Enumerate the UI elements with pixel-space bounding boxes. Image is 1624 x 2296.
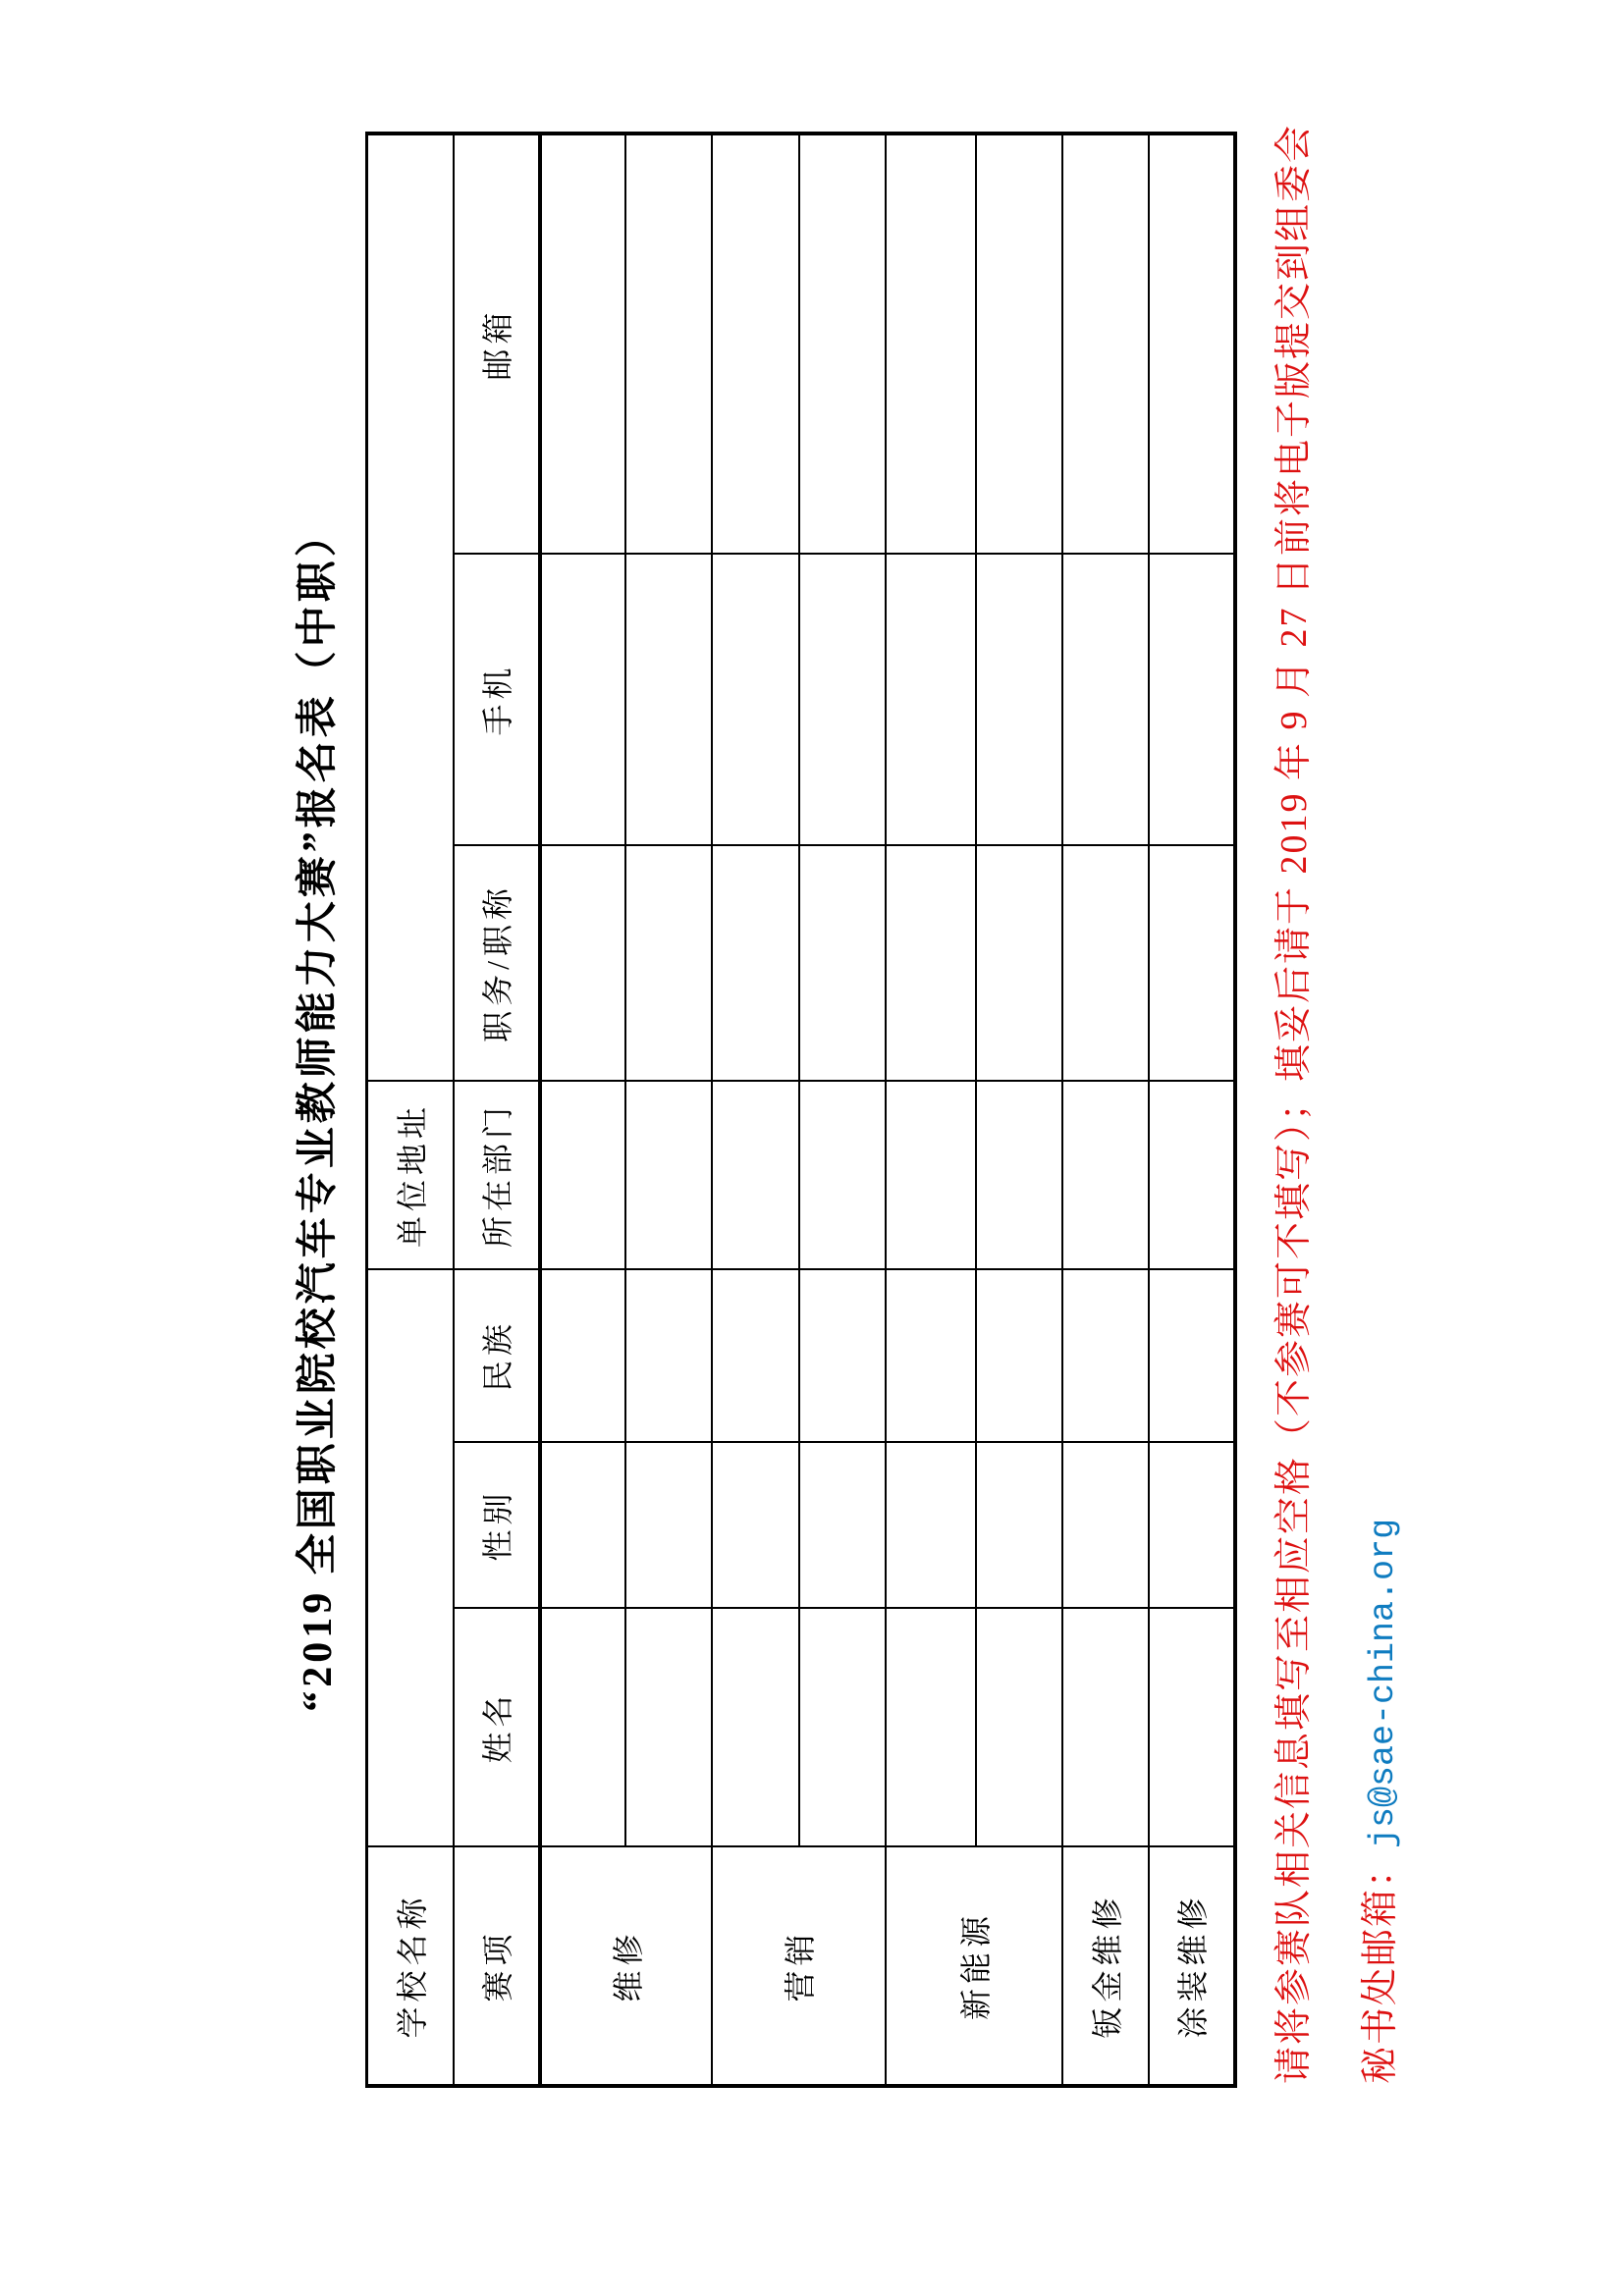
secretariat-mailbox-label: 秘书处邮箱： xyxy=(1360,1847,1401,2084)
table-row xyxy=(1149,133,1235,2086)
input-cell[interactable] xyxy=(540,133,625,554)
input-cell[interactable] xyxy=(799,1269,886,1442)
input-cell[interactable] xyxy=(712,133,799,554)
input-cell[interactable] xyxy=(625,133,712,554)
event-label-marketing: 营销 xyxy=(712,1846,886,2086)
table-row xyxy=(886,133,976,2086)
unit-address-input-cell[interactable] xyxy=(367,133,454,1081)
page-title: “2019 全国职业院校汽车专业教师能力大赛”报名表（中职） xyxy=(296,511,341,1712)
input-cell[interactable] xyxy=(886,554,976,845)
input-cell[interactable] xyxy=(712,1269,799,1442)
table-row xyxy=(712,133,799,2086)
input-cell[interactable] xyxy=(540,554,625,845)
column-header-event: 赛项 xyxy=(454,1846,540,2086)
table-row xyxy=(367,133,454,2086)
input-cell[interactable] xyxy=(1062,1442,1149,1608)
school-name-input-cell[interactable] xyxy=(367,1269,454,1846)
event-label-new-energy: 新能源 xyxy=(886,1846,1062,2086)
column-header-department: 所在部门 xyxy=(454,1081,540,1269)
input-cell[interactable] xyxy=(625,1608,712,1846)
column-header-mobile: 手机 xyxy=(454,554,540,845)
column-header-gender: 性别 xyxy=(454,1442,540,1608)
input-cell[interactable] xyxy=(976,1608,1062,1846)
input-cell[interactable] xyxy=(799,1081,886,1269)
column-header-position: 职务/职称 xyxy=(454,845,540,1081)
table-row xyxy=(799,133,886,2086)
input-cell[interactable] xyxy=(886,133,976,554)
table-row xyxy=(976,133,1062,2086)
input-cell[interactable] xyxy=(976,845,1062,1081)
input-cell[interactable] xyxy=(799,554,886,845)
input-cell[interactable] xyxy=(1062,1608,1149,1846)
input-cell[interactable] xyxy=(886,1081,976,1269)
input-cell[interactable] xyxy=(712,845,799,1081)
input-cell[interactable] xyxy=(799,133,886,554)
input-cell[interactable] xyxy=(976,1269,1062,1442)
input-cell[interactable] xyxy=(1149,1081,1235,1269)
input-cell[interactable] xyxy=(976,133,1062,554)
event-label-repair: 维修 xyxy=(540,1846,712,2086)
input-cell[interactable] xyxy=(1062,845,1149,1081)
column-header-ethnicity: 民族 xyxy=(454,1269,540,1442)
input-cell[interactable] xyxy=(625,1442,712,1608)
table-row xyxy=(625,133,712,2086)
input-cell[interactable] xyxy=(625,845,712,1081)
table-row xyxy=(1062,133,1149,2086)
table-row xyxy=(540,133,625,2086)
input-cell[interactable] xyxy=(976,1081,1062,1269)
event-label-painting: 涂装维修 xyxy=(1149,1846,1235,2086)
input-cell[interactable] xyxy=(799,1608,886,1846)
input-cell[interactable] xyxy=(712,1442,799,1608)
input-cell[interactable] xyxy=(976,554,1062,845)
input-cell[interactable] xyxy=(1149,1442,1235,1608)
input-cell[interactable] xyxy=(799,845,886,1081)
input-cell[interactable] xyxy=(1149,1608,1235,1846)
input-cell[interactable] xyxy=(1149,554,1235,845)
input-cell[interactable] xyxy=(712,554,799,845)
input-cell[interactable] xyxy=(1149,1269,1235,1442)
input-cell[interactable] xyxy=(540,845,625,1081)
input-cell[interactable] xyxy=(1062,133,1149,554)
input-cell[interactable] xyxy=(712,1081,799,1269)
input-cell[interactable] xyxy=(712,1608,799,1846)
unit-address-label: 单位地址 xyxy=(367,1081,454,1269)
input-cell[interactable] xyxy=(625,554,712,845)
column-header-email: 邮箱 xyxy=(454,133,540,554)
input-cell[interactable] xyxy=(625,1269,712,1442)
registration-table xyxy=(365,132,1237,2088)
table-header-row xyxy=(454,133,540,2086)
input-cell[interactable] xyxy=(625,1081,712,1269)
input-cell[interactable] xyxy=(1149,133,1235,554)
event-label-sheet-metal: 钣金维修 xyxy=(1062,1846,1149,2086)
input-cell[interactable] xyxy=(540,1081,625,1269)
secretariat-email-link[interactable]: js@sae-china.org xyxy=(1364,1518,1403,1848)
input-cell[interactable] xyxy=(799,1442,886,1608)
school-name-label: 学校名称 xyxy=(367,1846,454,2086)
input-cell[interactable] xyxy=(540,1608,625,1846)
input-cell[interactable] xyxy=(976,1442,1062,1608)
input-cell[interactable] xyxy=(540,1269,625,1442)
input-cell[interactable] xyxy=(1062,1081,1149,1269)
footnote-contact xyxy=(1359,1519,1404,2084)
input-cell[interactable] xyxy=(886,1608,976,1846)
input-cell[interactable] xyxy=(1062,554,1149,845)
column-header-name: 姓名 xyxy=(454,1608,540,1846)
input-cell[interactable] xyxy=(886,1269,976,1442)
footnote-instruction: 请将参赛队相关信息填写至相应空格（不参赛可不填写）；填妥后请于 2019 年 9 月 27 日前将电子版提交到组委会 xyxy=(1273,123,1315,2084)
input-cell[interactable] xyxy=(886,845,976,1081)
input-cell[interactable] xyxy=(540,1442,625,1608)
input-cell[interactable] xyxy=(1149,845,1235,1081)
input-cell[interactable] xyxy=(886,1442,976,1608)
input-cell[interactable] xyxy=(1062,1269,1149,1442)
